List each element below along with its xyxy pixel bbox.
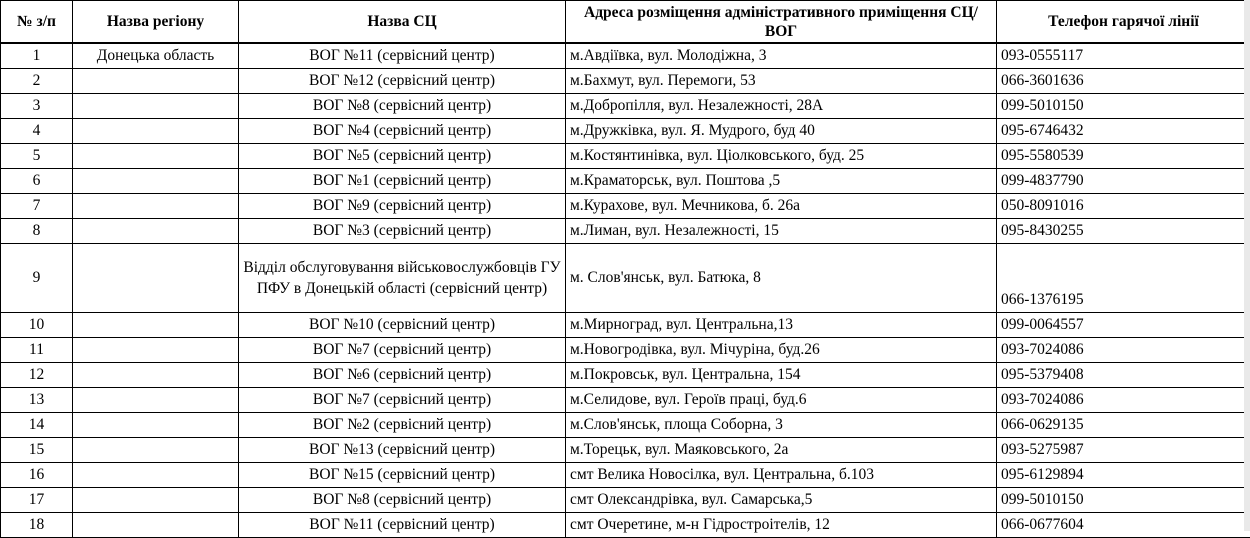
cell-center: ВОГ №12 (сервісний центр) (239, 69, 566, 94)
header-region: Назва регіону (73, 1, 239, 44)
cell-address: м.Новогродівка, вул. Мічуріна, буд.26 (566, 338, 997, 363)
cell-num: 6 (1, 169, 73, 194)
cell-num: 7 (1, 194, 73, 219)
cell-address: м.Курахове, вул. Мечникова, б. 26а (566, 194, 997, 219)
cell-center: ВОГ №3 (сервісний центр) (239, 219, 566, 244)
table-row (1, 119, 1250, 144)
table-row (1, 219, 1250, 244)
cell-center: ВОГ №15 (сервісний центр) (239, 463, 566, 488)
cell-address: м.Краматорськ, вул. Поштова ,5 (566, 169, 997, 194)
cell-num: 11 (1, 338, 73, 363)
table-row (1, 463, 1250, 488)
cell-num: 16 (1, 463, 73, 488)
cell-phone: 066-0629135 (997, 413, 1250, 438)
cell-address: м.Покровськ, вул. Центральна, 154 (566, 363, 997, 388)
header-num: № з/п (1, 1, 73, 44)
table-row (1, 438, 1250, 463)
cell-center: ВОГ №8 (сервісний центр) (239, 488, 566, 513)
cell-address: м.Торецьк, вул. Маяковського, 2а (566, 438, 997, 463)
cell-center: ВОГ №1 (сервісний центр) (239, 169, 566, 194)
cell-region (73, 144, 239, 169)
cell-phone: 099-5010150 (997, 94, 1250, 119)
table-row (1, 244, 1250, 313)
cell-address: смт Олександрівка, вул. Самарська,5 (566, 488, 997, 513)
cell-num: 10 (1, 313, 73, 338)
cell-address: м.Слов'янськ, площа Соборна, 3 (566, 413, 997, 438)
cell-center: ВОГ №7 (сервісний центр) (239, 338, 566, 363)
cell-num: 18 (1, 513, 73, 538)
cell-center: ВОГ №8 (сервісний центр) (239, 94, 566, 119)
cell-center: ВОГ №10 (сервісний центр) (239, 313, 566, 338)
table-row (1, 144, 1250, 169)
cell-phone: 066-1376195 (997, 244, 1250, 313)
cell-num: 2 (1, 69, 73, 94)
cell-center: Відділ обслуговування військовослужбовців ГУ ПФУ в Донецькій області (сервісний центр) (239, 244, 566, 313)
cell-phone: 095-6746432 (997, 119, 1250, 144)
cell-address: м.Бахмут, вул. Перемоги, 53 (566, 69, 997, 94)
cell-phone: 095-5379408 (997, 363, 1250, 388)
table-row (1, 388, 1250, 413)
header-row (1, 1, 1250, 44)
cell-address: м.Мирноград, вул. Центральна,13 (566, 313, 997, 338)
table-row (1, 513, 1250, 538)
table-row (1, 313, 1250, 338)
cell-region (73, 194, 239, 219)
cell-phone: 093-5275987 (997, 438, 1250, 463)
cell-center: ВОГ №6 (сервісний центр) (239, 363, 566, 388)
cell-num: 17 (1, 488, 73, 513)
cell-center: ВОГ №11 (сервісний центр) (239, 43, 566, 69)
cell-region (73, 413, 239, 438)
header-phone: Телефон гарячої лінії (997, 1, 1250, 44)
table-row (1, 69, 1250, 94)
cell-num: 13 (1, 388, 73, 413)
cell-address: м.Костянтинівка, вул. Ціолковського, буд. 25 (566, 144, 997, 169)
cell-center: ВОГ №11 (сервісний центр) (239, 513, 566, 538)
cell-num: 15 (1, 438, 73, 463)
header-address: Адреса розміщення адміністративного приміщення СЦ/ВОГ (566, 1, 997, 44)
cell-center: ВОГ №2 (сервісний центр) (239, 413, 566, 438)
cell-phone: 093-7024086 (997, 388, 1250, 413)
cell-num: 8 (1, 219, 73, 244)
cell-address: м. Слов'янськ, вул. Батюка, 8 (566, 244, 997, 313)
cell-region (73, 438, 239, 463)
cell-phone: 093-7024086 (997, 338, 1250, 363)
window-edge (1244, 0, 1250, 531)
cell-address: смт Очеретине, м-н Гідростроітелів, 12 (566, 513, 997, 538)
cell-phone: 099-5010150 (997, 488, 1250, 513)
cell-center: ВОГ №7 (сервісний центр) (239, 388, 566, 413)
cell-center: ВОГ №9 (сервісний центр) (239, 194, 566, 219)
cell-region (73, 513, 239, 538)
cell-region (73, 69, 239, 94)
cell-region (73, 169, 239, 194)
cell-num: 1 (1, 43, 73, 69)
cell-region (73, 94, 239, 119)
cell-num: 14 (1, 413, 73, 438)
cell-phone: 066-0677604 (997, 513, 1250, 538)
table-row (1, 488, 1250, 513)
cell-phone: 066-3601636 (997, 69, 1250, 94)
table-row (1, 194, 1250, 219)
header-center: Назва СЦ (239, 1, 566, 44)
cell-phone: 095-6129894 (997, 463, 1250, 488)
cell-region (73, 388, 239, 413)
cell-region (73, 463, 239, 488)
cell-num: 5 (1, 144, 73, 169)
cell-region (73, 219, 239, 244)
cell-num: 4 (1, 119, 73, 144)
cell-num: 9 (1, 244, 73, 313)
cell-region (73, 313, 239, 338)
cell-phone: 050-8091016 (997, 194, 1250, 219)
cell-region (73, 119, 239, 144)
cell-address: м.Авдіївка, вул. Молодіжна, 3 (566, 43, 997, 69)
cell-num: 12 (1, 363, 73, 388)
cell-region (73, 244, 239, 313)
cell-region (73, 338, 239, 363)
cell-phone: 099-0064557 (997, 313, 1250, 338)
cell-address: м.Добропілля, вул. Незалежності, 28А (566, 94, 997, 119)
cell-center: ВОГ №5 (сервісний центр) (239, 144, 566, 169)
cell-phone: 099-4837790 (997, 169, 1250, 194)
cell-num: 3 (1, 94, 73, 119)
cell-address: м.Лиман, вул. Незалежності, 15 (566, 219, 997, 244)
cell-address: м.Дружківка, вул. Я. Мудрого, буд 40 (566, 119, 997, 144)
table-row (1, 413, 1250, 438)
table-row (1, 43, 1250, 69)
cell-region (73, 363, 239, 388)
cell-phone: 093-0555117 (997, 43, 1250, 69)
cell-address: смт Велика Новосілка, вул. Центральна, б.103 (566, 463, 997, 488)
cell-region (73, 488, 239, 513)
cell-phone: 095-8430255 (997, 219, 1250, 244)
cell-region: Донецька область (73, 43, 239, 69)
cell-center: ВОГ №4 (сервісний центр) (239, 119, 566, 144)
table-row (1, 94, 1250, 119)
table-row (1, 363, 1250, 388)
table-row (1, 338, 1250, 363)
cell-center: ВОГ №13 (сервісний центр) (239, 438, 566, 463)
cell-phone: 095-5580539 (997, 144, 1250, 169)
cell-address: м.Селидове, вул. Героїв праці, буд.6 (566, 388, 997, 413)
table-row (1, 169, 1250, 194)
